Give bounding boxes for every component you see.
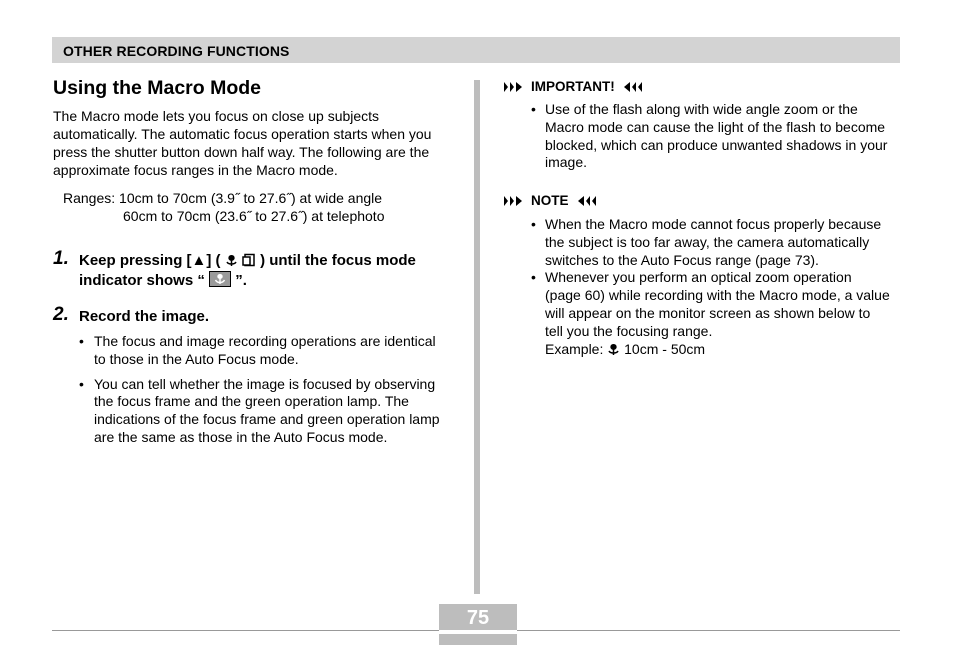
step-2-number: 2. (53, 304, 69, 325)
triple-chevron-right-icon (503, 81, 525, 93)
note-example (545, 341, 891, 359)
note-bullets (531, 216, 891, 358)
note-heading (503, 193, 597, 208)
macro-flower-icon (225, 253, 238, 267)
example-label: Example: (545, 340, 604, 357)
section-header-title: OTHER RECORDING FUNCTIONS (63, 43, 290, 59)
page-title: Using the Macro Mode (53, 77, 262, 99)
intro-paragraph: The Macro mode lets you focus on close up subjects automatically. The automatic focus operation starts when you press the shutter button down half way. The following are the approximate focus ranges in the Macro mode. (53, 108, 432, 178)
section-header-bar (52, 37, 900, 63)
list-item: • Whenever you perform an optical zoom operation (page 60) while recording with the Macro mode, a value will appear on the monitor screen as shown below to tell you the focusing range. Example: 10cm - 50cm (531, 269, 890, 357)
step-2-text: Record the image. (79, 308, 210, 325)
column-divider (474, 80, 480, 594)
range-tele: 60cm to 70cm (23.6˝ to 27.6˝) at telephoto (123, 208, 385, 224)
example-value: 10cm - 50cm (624, 340, 706, 357)
step-1-text-a: Keep pressing [▲] ( (79, 252, 221, 269)
macro-indicator-icon (209, 271, 231, 287)
list-item: • Use of the flash along with wide angle zoom or the Macro mode can cause the light of the flash to become blocked, which can produce unwanted shadows in your image. (531, 101, 888, 171)
page-number-box (439, 604, 517, 645)
important-bullets (531, 101, 891, 172)
note-label: NOTE (531, 193, 569, 208)
focus-ranges (63, 189, 384, 225)
important-heading (503, 79, 643, 94)
step-1-number: 1. (53, 248, 69, 269)
step-1-text-b: ) until the focus mode indicator shows “ (79, 252, 416, 289)
macro-flower-icon (607, 342, 620, 356)
important-label: IMPORTANT! (531, 79, 615, 94)
page-number: 75 (466, 607, 490, 629)
range-wide: Ranges: 10cm to 70cm (3.9˝ to 27.6˝) at wide angle (63, 190, 383, 206)
list-item: • You can tell whether the image is focused by observing the focus frame and the green operation lamp. The indications of the focus frame and green operation lamp are the same as those in the Auto Focus mode. (79, 375, 440, 445)
triple-chevron-left-icon (575, 195, 597, 207)
step-2-bullets (79, 333, 441, 447)
triple-chevron-left-icon (621, 81, 643, 93)
focus-mode-icon (242, 253, 256, 267)
triple-chevron-right-icon (503, 195, 525, 207)
step-1-text (79, 251, 459, 291)
step-1-text-c: ”. (235, 272, 247, 289)
list-item: • When the Macro mode cannot focus properly because the subject is too far away, the camera automatically switches to the Auto Focus range (page 73). (531, 216, 882, 268)
list-item: • The focus and image recording operations are identical to those in the Auto Focus mode. (79, 333, 436, 367)
